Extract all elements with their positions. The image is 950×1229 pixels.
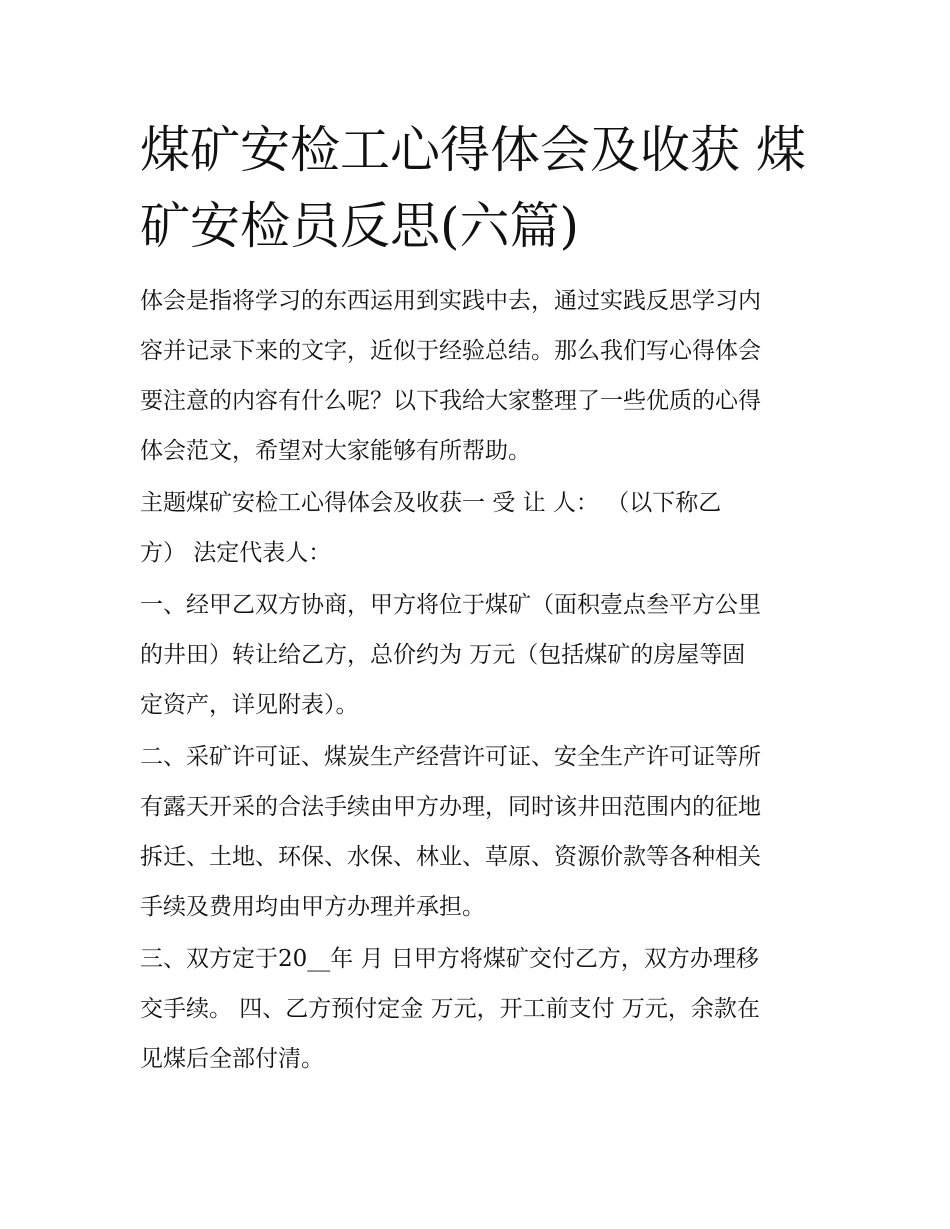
text-line: 三、双方定于20__年 月 日甲方将煤矿交付乙方，双方办理移 <box>140 946 759 972</box>
paragraph-clause-2 <box>140 732 820 932</box>
text-line: 有露天开采的合法手续由甲方办理，同时该井田范围内的征地 <box>140 794 761 820</box>
paragraph-clause-3 <box>140 934 820 1084</box>
text-line: 体会范文，希望对大家能够有所帮助。 <box>140 438 531 464</box>
document-title <box>140 112 820 264</box>
text-line: 容并记录下来的文字，近似于经验总结。那么我们写心得体会 <box>140 338 761 364</box>
title-line-1: 煤矿安检工心得体会及收获 煤 <box>140 121 806 179</box>
text-line: 主题煤矿安检工心得体会及收获一 受 让 人： （以下称乙 <box>140 490 722 516</box>
paragraph-intro <box>140 276 820 476</box>
text-line: 定资产，详见附表）。 <box>140 692 359 718</box>
text-line: 二、采矿许可证、煤炭生产经营许可证、安全生产许可证等所 <box>140 744 761 770</box>
text-line: 见煤后全部付清。 <box>140 1046 324 1072</box>
text-line: 的井田）转让给乙方，总价约为 万元（包括煤矿的房屋等固 <box>140 642 746 668</box>
text-line: 一、经甲乙双方协商，甲方将位于煤矿（面积壹点叁平方公里 <box>140 592 761 618</box>
text-line: 要注意的内容有什么呢？以下我给大家整理了一些优质的心得 <box>140 388 761 414</box>
title-line-2: 矿安检员反思(六篇) <box>140 197 580 255</box>
text-line: 交手续。 四、乙方预付定金 万元，开工前支付 万元，余款在 <box>140 996 760 1022</box>
text-line: 体会是指将学习的东西运用到实践中去，通过实践反思学习内 <box>140 288 761 314</box>
paragraph-parties <box>140 478 820 578</box>
text-line: 拆迁、土地、环保、水保、林业、草原、资源价款等各种相关 <box>140 844 761 870</box>
text-line: 手续及费用均由甲方办理并承担。 <box>140 894 485 920</box>
paragraph-clause-1 <box>140 580 820 730</box>
text-line: 方） 法定代表人： <box>140 540 332 566</box>
